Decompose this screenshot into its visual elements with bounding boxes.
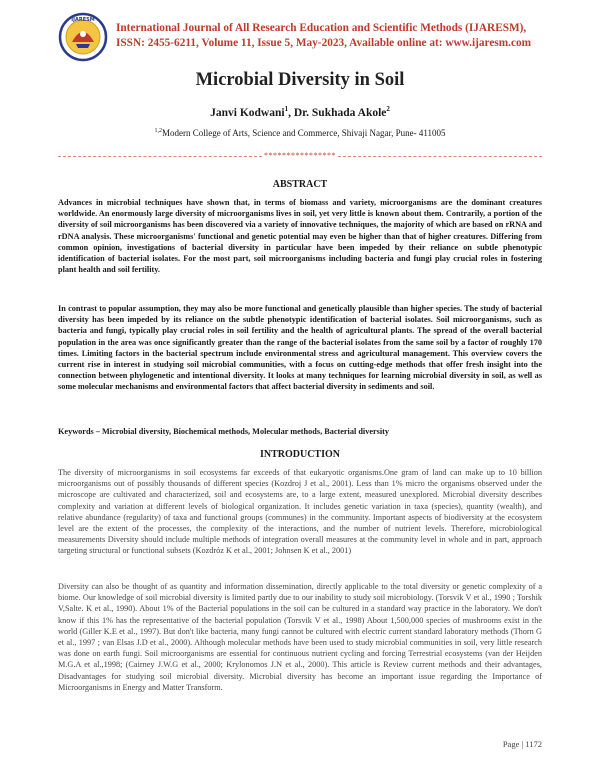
section-divider bbox=[58, 152, 542, 160]
paper-title: Microbial Diversity in Soil bbox=[195, 70, 405, 90]
author-name: Dr. Sukhada Akole bbox=[293, 106, 387, 119]
logo-text: IJARESM bbox=[71, 17, 95, 23]
svg-text:IJARESM bbox=[71, 17, 94, 23]
abstract-heading: ABSTRACT bbox=[272, 179, 328, 190]
author-superscript: 2 bbox=[386, 105, 390, 113]
divider-stars: **************** bbox=[264, 151, 336, 160]
author-superscript: 1 bbox=[284, 105, 289, 113]
page-number: Page | 1172 bbox=[502, 739, 542, 749]
affiliation-text: Modern College of Arts, Science and Commerce, Shivaji Nagar, Pune- 411005 bbox=[162, 128, 446, 138]
affiliation-superscript: 1,2 bbox=[154, 128, 162, 134]
journal-logo bbox=[58, 12, 108, 62]
journal-issue-info: ISSN: 2455-6211, Volume 11, Issue 5, May-2023, Available online at: www.ijaresm.com bbox=[116, 37, 532, 49]
introduction-heading: INTRODUCTION bbox=[259, 449, 340, 460]
keywords: Keywords – Microbial diversity, Biochemical methods, Molecular methods, Bacterial diversity bbox=[58, 427, 390, 436]
author-separator: , bbox=[288, 106, 294, 119]
abstract-paragraph: Advances in microbial techniques have shown that, in terms of biomass and variety, microorganisms are the dominant creatures worldwide. An enormously large diversity of microorganisms lives in soil, yet very little is known about them. Contrarily, a portion of the diversity of soil microorganisms has been discovered via a variety of innovative techniques, the majority of which are based on rRNA and rDNA analysis. These microorganisms' functional and genetic potential may even be higher than that of higher creatures. Differing from common opinion, investigations of bacterial diversity in particular have been impeded by their reliance on subtle phenotypic identification of bacterial isolates. For the most part, soil microorganisms including bacteria and fungi play crucial roles in fostering plant health and soil fertility. bbox=[58, 198, 542, 275]
journal-name: International Journal of All Research Education and Scientific Methods (IJARESM), bbox=[116, 22, 527, 34]
introduction-paragraph: The diversity of microorganisms in soil ecosystems far exceeds of that eukaryotic organisms.One gram of land can make up to 10 billion microorganisms out of possibly thousands of different species (Kozdroj J et al., 2001). Less than 1% micro the organisms observed under the microscope are cultivated and characterized, soil and ecosystems are, to a large extent, measured unexplored. Microbial diversity describes complexity and variation at different levels of biological organization. It includes genetic variation in taxa (species), quantity (wealth), and relative abundance (regularity) of taxa and functional groups (communes) in the community. Important aspects of biodiversity at the ecosystem level are the extent of the processes, the complexity of the interactions, and the number of nutrient levels. Therefore, microbiological measurements Diversity should include multiple methods of integration overall measures at the community level in whole and in part, approach targeting structural or functional subsets (Kozdróz K et al., 2001; Johnsen K et al., 2001) bbox=[58, 468, 542, 556]
introduction-paragraph: Diversity can also be thought of as quantity and information dissemination, directly applicable to the total diversity or genetic complexity of a biome. Our knowledge of soil microbial diversity is limited partly due to our inability to study soil microbiology. (Torsvik V et al., 1990 ; Torshik V,Salte. K et al., 1990). About 1% of the Bacterial populations in the soil can be cultured in a standard way practice in the laboratory. We don't know if this 1% has the representative of the bacterial population (Torsvik V et al., 1998) About 1,500,000 species of mushrooms exist in the world (Giller K.E et al., 1997). But don't like bacteria, many fungi cannot be cultured with electric current standard laboratory methods (Thorn G et al., 1997 ; van Elsas J.D et al., 2000). Although molecular methods have been used to study microbial communities in soil, very little research was done on earth fungi. Soil microorganisms are essential for continuous nutrient cycling and forcing Terrestrial ecosystems (van der Heijden M.G.A et al.,1998; (Cairney J.W.G et al., 2000; Krylonomos J.N et al., 2000). This article is Review current methods and their advantages, Disadvantages for studying soil microbial diversity. Microbial diversity has become an important issue regarding the Importance of Microorganisms in Energy and Matter Transform. bbox=[58, 582, 542, 692]
divider-dash-left bbox=[58, 156, 262, 157]
author-name: Janvi Kodwani bbox=[210, 106, 285, 119]
author-list bbox=[0, 105, 600, 119]
divider-dash-right bbox=[338, 156, 542, 157]
affiliation bbox=[0, 128, 600, 138]
abstract-paragraph: In contrast to popular assumption, they may also be more functional and genetically plausible than higher species. The study of bacterial diversity has been impeded by its reliance on the subtle phenotypic identification of bacterial isolates. Soil microorganisms, such as bacteria and fungi, typically play crucial roles in soil fertility and the health of agricultural plants. The spread of the overall bacterial population in the area was once significantly greater than the range of the bacterial isolates from the same soil by a factor of roughly 170 times. Limiting factors in the bacterial spectrum include environmental stress and agricultural management. This overview covers the current rise in interest in studying soil microbial communities, with a focus on cutting-edge methods that offer fresh insight into the connection between phylogenetic and intentional diversity. It looks at many techniques for learning microbial diversity in soil, as well as some molecular mechanisms and environmental factors that affect bacterial diversity in sediments and soil. bbox=[58, 304, 542, 392]
